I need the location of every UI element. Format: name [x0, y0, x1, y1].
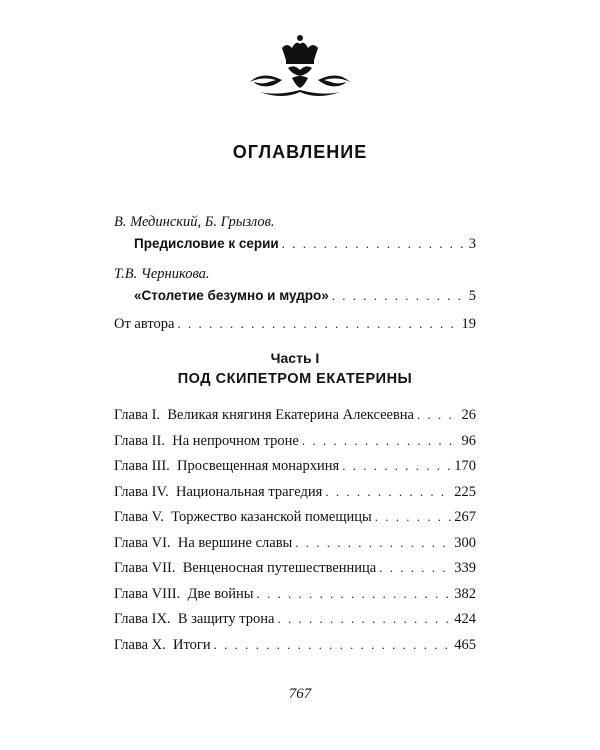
dot-leader	[214, 632, 452, 658]
chapter-entry[interactable]	[114, 428, 476, 454]
chapter-page: 26	[461, 407, 476, 423]
chapter-title: Венценосная путешественница	[182, 560, 377, 576]
chapter-number: Глава III.	[114, 458, 170, 474]
dot-leader	[282, 232, 466, 256]
chapter-number: Глава I.	[114, 407, 161, 423]
dot-leader	[379, 555, 451, 581]
page-number: 767	[288, 686, 312, 702]
dot-leader	[257, 581, 452, 607]
entry-label: Предисловие к серии	[134, 236, 279, 251]
chapter-page: 424	[454, 611, 476, 627]
chapter-entry[interactable]	[114, 530, 476, 556]
chapter-title: На вершине славы	[177, 534, 293, 551]
chapter-title: В защиту трона	[177, 611, 275, 627]
toc-entry[interactable]	[114, 312, 476, 336]
chapter-title: Торжество казанской помещицы	[171, 509, 372, 525]
dot-leader	[332, 284, 466, 308]
dot-leader	[177, 312, 458, 336]
chapter-page: 170	[454, 458, 476, 474]
entry-page: 3	[468, 236, 476, 252]
chapter-number: Глава V.	[114, 509, 164, 525]
chapter-title: Две войны	[187, 585, 254, 602]
chapter-number: Глава X.	[114, 636, 166, 653]
entry-page: 19	[461, 316, 476, 332]
dot-leader	[302, 428, 459, 454]
page-title: ОГЛАВЛЕНИЕ	[232, 142, 368, 162]
chapter-number: Глава VII.	[114, 560, 176, 576]
part-title: ПОД СКИПЕТРОМ ЕКАТЕРИНЫ	[177, 371, 413, 387]
chapter-page: 300	[454, 534, 476, 551]
dot-leader	[295, 530, 451, 556]
author-line: Т.В. Черникова.	[114, 266, 210, 282]
chapter-list	[114, 402, 476, 657]
dot-leader	[417, 402, 459, 428]
entry-label: От автора	[114, 316, 175, 332]
chapter-title: Просвещенная монархиня	[177, 458, 340, 474]
chapter-entry[interactable]	[114, 555, 476, 581]
chapter-entry[interactable]	[114, 606, 476, 632]
chapter-entry[interactable]	[114, 504, 476, 530]
chapter-page: 225	[454, 483, 476, 500]
chapter-title: Итоги	[173, 636, 211, 653]
entry-page: 5	[468, 288, 476, 304]
dot-leader	[342, 453, 451, 479]
chapter-page: 96	[461, 432, 476, 449]
chapter-entry[interactable]	[114, 402, 476, 428]
part-number: Часть I	[270, 350, 320, 366]
chapter-number: Глава VI.	[114, 534, 171, 551]
crown-ornament-icon	[242, 30, 358, 100]
chapter-number: Глава IX.	[114, 611, 171, 627]
toc-entry[interactable]	[114, 232, 476, 256]
entry-label: «Столетие безумно и мудро»	[134, 288, 329, 303]
toc-entry[interactable]	[114, 284, 476, 308]
chapter-number: Глава IV.	[114, 483, 169, 500]
dot-leader	[325, 479, 451, 505]
dot-leader	[375, 504, 451, 530]
chapter-page: 382	[454, 585, 476, 602]
chapter-entry[interactable]	[114, 581, 476, 607]
chapter-number: Глава VIII.	[114, 585, 181, 602]
chapter-title: На непрочном троне	[172, 432, 299, 449]
author-line: В. Мединский, Б. Грызлов.	[114, 214, 275, 230]
chapter-page: 339	[454, 560, 476, 576]
chapter-entry[interactable]	[114, 453, 476, 479]
chapter-page: 465	[454, 636, 476, 653]
chapter-number: Глава II.	[114, 432, 165, 449]
chapter-title: Великая княгиня Екатерина Алексеевна	[167, 407, 414, 423]
chapter-page: 267	[454, 509, 476, 525]
chapter-title: Национальная трагедия	[176, 483, 323, 500]
table-of-contents	[114, 212, 476, 657]
chapter-entry[interactable]	[114, 479, 476, 505]
dot-leader	[277, 606, 451, 632]
chapter-entry[interactable]	[114, 632, 476, 658]
